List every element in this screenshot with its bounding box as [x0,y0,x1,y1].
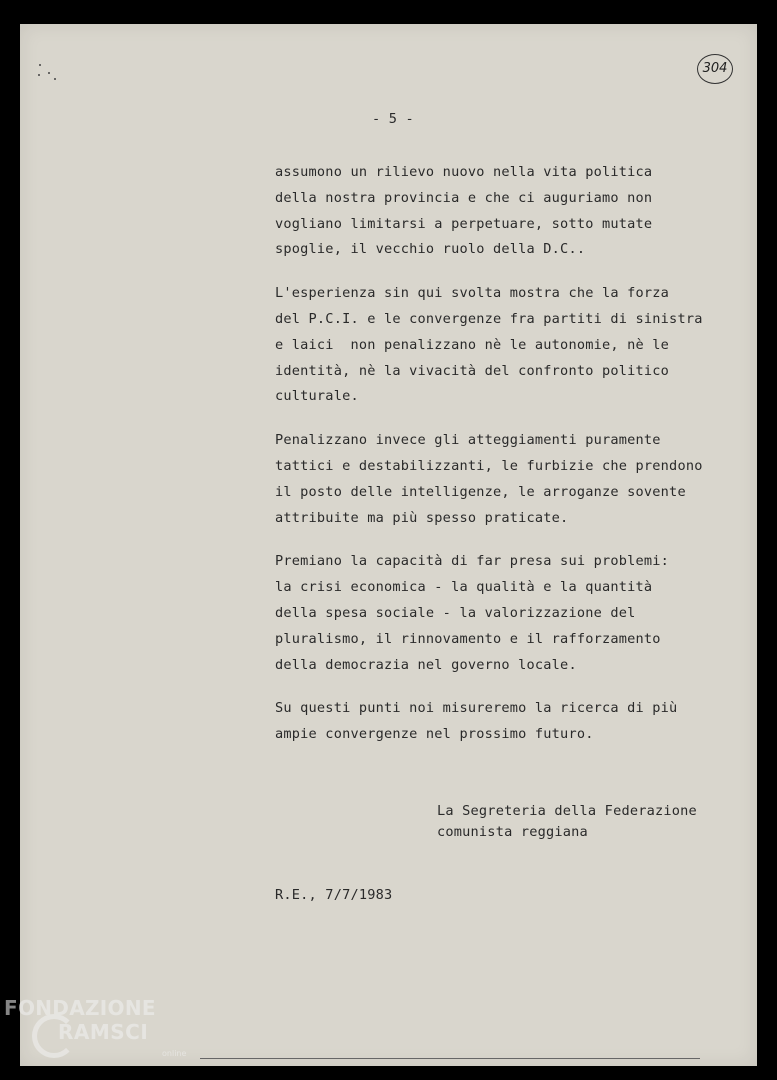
signature-line: La Segreteria della Federazione [437,803,697,819]
text-line: ampie convergenze nel prossimo futuro. [275,726,594,743]
text-line: assumono un rilievo nuovo nella vita politica [275,164,653,180]
bottom-rule [200,1058,700,1059]
text-line: Su questi punti noi misureremo la ricerca di più [275,700,678,717]
fondazione-gramsci-watermark [4,996,204,1076]
text-line: della spesa sociale - la valorizzazione del [275,604,636,621]
watermark-line-2: RAMSCI [58,1020,149,1044]
document-page [20,24,757,1066]
watermark-line-3: online [162,1049,187,1058]
paragraph-3 [275,428,745,531]
paragraph-1 [275,160,745,263]
paragraph-4 [275,549,745,678]
page-number: - 5 - [372,111,414,127]
text-line: il posto delle intelligenze, le arroganze sovente [275,483,686,500]
text-line: della democrazia nel governo locale. [275,656,577,673]
text-line: pluralismo, il rinnovamento e il rafforzamento [275,630,661,647]
body-text [275,160,745,766]
text-line: del P.C.I. e le convergenze fra partiti di sinistra [275,310,703,327]
text-line: Penalizzano invece gli atteggiamenti puramente [275,432,661,449]
text-line: della nostra provincia e che ci auguriamo non [275,189,653,206]
signature-block [437,801,697,843]
text-line: L'esperienza sin qui svolta mostra che la forza [275,285,670,302]
archive-number-stamp: 304 [697,54,733,84]
text-line: la crisi economica - la qualità e la quantità [275,579,653,596]
text-line: Premiano la capacità di far presa sui problemi: [275,553,670,570]
paragraph-2 [275,281,745,410]
text-line: culturale. [275,388,359,405]
text-line: attribuite ma più spesso praticate. [275,509,569,526]
text-line: identità, nè la vivacità del confronto politico [275,362,670,379]
text-line: spoglie, il vecchio ruolo della D.C.. [275,241,586,258]
document-date: R.E., 7/7/1983 [275,887,393,903]
text-line: e laici non penalizzano nè le autonomie, nè le [275,336,670,353]
watermark-line-1: FONDAZIONE [4,996,156,1020]
text-line: vogliano limitarsi a perpetuare, sotto mutate [275,215,653,232]
signature-line: comunista reggiana [437,824,588,840]
text-line: tattici e destabilizzanti, le furbizie che prendono [275,457,703,474]
paragraph-5 [275,696,745,748]
